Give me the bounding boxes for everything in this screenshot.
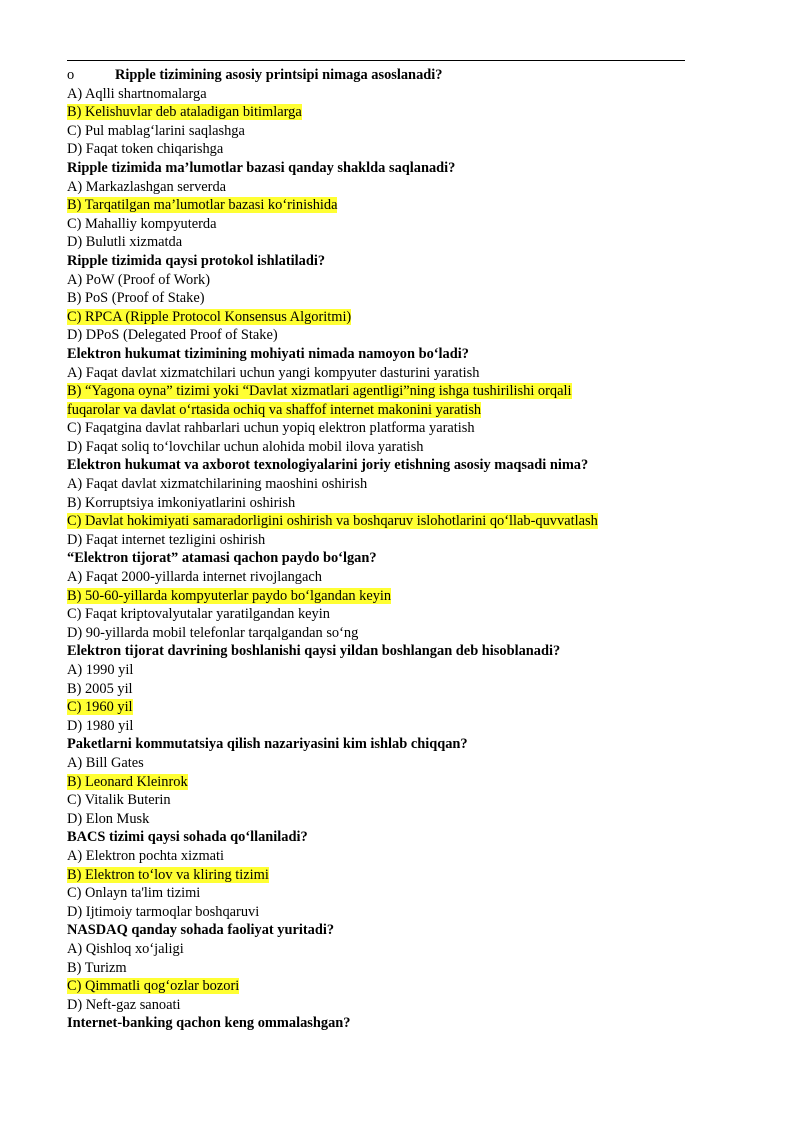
answer-text: A) Aqlli shartnomalarga: [67, 85, 207, 102]
answer-text: B) Korruptsiya imkoniyatlarini oshirish: [67, 494, 296, 511]
correct-answer-text: B) Elektron to‘lov va kliring tizimi: [67, 866, 269, 883]
question-6-option-A: [67, 568, 687, 587]
correct-answer-text: B) Tarqatilgan ma’lumotlar bazasi ko‘rinishida: [67, 197, 338, 214]
answer-text: A) 1990 yil: [67, 662, 134, 678]
question-9: [67, 828, 687, 847]
answer-text: D) Neft-gaz sanoati: [67, 996, 181, 1013]
question-8-option-C: [67, 791, 687, 810]
answer-text: C) Faqatgina davlat rahbarlari uchun yopiq elektron platforma yaratish: [67, 420, 475, 437]
question-8-option-B: [67, 773, 687, 792]
question-1-option-C: [67, 122, 687, 141]
question-text: BACS tizimi qaysi sohada qo‘llaniladi?: [67, 829, 308, 846]
answer-text: D) Ijtimoiy tarmoqlar boshqaruvi: [67, 903, 260, 920]
answer-text: C) Pul mablag‘larini saqlashga: [67, 122, 245, 139]
question-text: NASDAQ qanday sohada faoliyat yuritadi?: [67, 922, 335, 939]
question-3: [67, 252, 687, 271]
answer-text: D) Elon Musk: [67, 810, 150, 827]
question-7-option-D: [67, 717, 687, 736]
question-2-option-A: [67, 178, 687, 197]
answer-text: C) Onlayn ta'lim tizimi: [67, 885, 201, 902]
correct-answer-text: C) Davlat hokimiyati samaradorligini oshirish va boshqaruv islohotlarini qo‘llab-quvvatlash: [67, 513, 598, 530]
question-3-option-A: [67, 271, 687, 290]
answer-text: B) PoS (Proof of Stake): [67, 290, 205, 307]
answer-text: A) Faqat davlat xizmatchilari uchun yangi kompyuter dasturini yaratish: [67, 364, 480, 381]
document-page: [67, 60, 687, 1033]
question-3-option-D: [67, 326, 687, 345]
question-4-option-C: [67, 419, 687, 438]
question-2: [67, 159, 687, 178]
question-1-option-A: [67, 85, 687, 104]
question-9-option-C: [67, 884, 687, 903]
question-5-option-C: [67, 512, 687, 531]
correct-answer-text: fuqarolar va davlat o‘rtasida ochiq va shaffof internet makonini yaratish: [67, 401, 482, 418]
answer-text: C) Vitalik Buterin: [67, 792, 171, 809]
question-7: [67, 642, 687, 661]
answer-text: A) Faqat davlat xizmatchilarining maoshini oshirish: [67, 476, 368, 493]
question-6: [67, 549, 687, 568]
question-1-option-B: [67, 103, 687, 122]
question-9-option-B: [67, 866, 687, 885]
answer-text: A) Qishloq xo‘jaligi: [67, 940, 184, 957]
question-3-option-B: [67, 289, 687, 308]
question-7-option-A: [67, 661, 687, 680]
question-10-option-D: [67, 996, 687, 1015]
question-4-option-A: [67, 364, 687, 383]
question-5: [67, 456, 687, 475]
question-6-option-C: [67, 605, 687, 624]
question-6-option-B: [67, 587, 687, 606]
answer-text: D) 1980 yil: [67, 717, 134, 734]
correct-answer-text: B) Leonard Kleinrok: [67, 773, 188, 790]
question-text: Elektron tijorat davrining boshlanishi qaysi yildan boshlangan deb hisoblanadi?: [67, 643, 561, 660]
question-1: [67, 66, 687, 85]
answer-text: C) Faqat kriptovalyutalar yaratilgandan keyin: [67, 606, 330, 623]
question-8-option-D: [67, 810, 687, 829]
answer-text: A) Faqat 2000-yillarda internet rivojlangach: [67, 569, 322, 586]
answer-text: D) 90-yillarda mobil telefonlar tarqalgandan so‘ng: [67, 624, 359, 641]
quiz-content: [67, 66, 687, 1033]
question-text: Paketlarni kommutatsiya qilish nazariyasini kim ishlab chiqqan?: [67, 736, 468, 753]
question-1-option-D: [67, 140, 687, 159]
question-4-option-B: [67, 401, 687, 420]
answer-text: A) Markazlashgan serverda: [67, 178, 227, 195]
question-text: Ripple tizimida ma’lumotlar bazasi qanday shaklda saqlanadi?: [67, 159, 456, 176]
question-4-option-D: [67, 438, 687, 457]
question-7-option-B: [67, 680, 687, 699]
answer-text: D) DPoS (Delegated Proof of Stake): [67, 327, 278, 344]
top-rule: [67, 60, 685, 61]
answer-text: D) Faqat token chiqarishga: [67, 141, 224, 158]
question-4-option-B: [67, 382, 687, 401]
question-text: Elektron hukumat va axborot texnologiyalarini joriy etishning asosiy maqsadi nima?: [67, 457, 589, 474]
question-6-option-D: [67, 624, 687, 643]
question-4: [67, 345, 687, 364]
question-8-option-A: [67, 754, 687, 773]
question-text: Internet-banking qachon keng ommalashgan?: [67, 1015, 351, 1032]
answer-text: D) Faqat soliq to‘lovchilar uchun alohida mobil ilova yaratish: [67, 438, 424, 455]
correct-answer-text: C) Qimmatli qog‘ozlar bozori: [67, 978, 240, 995]
question-2-option-C: [67, 215, 687, 234]
question-10-option-B: [67, 959, 687, 978]
question-3-option-C: [67, 308, 687, 327]
answer-text: B) 2005 yil: [67, 680, 133, 697]
question-text: Ripple tizimida qaysi protokol ishlatiladi?: [67, 252, 326, 269]
answer-text: D) Bulutli xizmatda: [67, 234, 183, 251]
answer-text: A) Elektron pochta xizmati: [67, 847, 225, 864]
answer-text: D) Faqat internet tezligini oshirish: [67, 531, 266, 548]
question-text: Elektron hukumat tizimining mohiyati nimada namoyon bo‘ladi?: [67, 345, 469, 362]
correct-answer-text: B) “Yagona oyna” tizimi yoki “Davlat xizmatlari agentligi”ning ishga tushirilishi orqali: [67, 383, 572, 400]
question-text: Ripple tizimining asosiy printsipi nimaga asoslanadi?: [115, 67, 443, 83]
correct-answer-text: B) Kelishuvlar deb ataladigan bitimlarga: [67, 104, 302, 121]
bullet-marker: o: [67, 67, 75, 83]
answer-text: A) PoW (Proof of Work): [67, 271, 210, 288]
question-10-option-C: [67, 977, 687, 996]
correct-answer-text: B) 50-60-yillarda kompyuterlar paydo bo‘lgandan keyin: [67, 587, 392, 604]
question-9-option-A: [67, 847, 687, 866]
answer-text: C) Mahalliy kompyuterda: [67, 215, 217, 232]
answer-text: A) Bill Gates: [67, 754, 144, 771]
question-10-option-A: [67, 940, 687, 959]
question-9-option-D: [67, 903, 687, 922]
question-2-option-D: [67, 233, 687, 252]
correct-answer-text: C) 1960 yil: [67, 699, 133, 716]
answer-text: B) Turizm: [67, 959, 127, 976]
question-5-option-B: [67, 494, 687, 513]
correct-answer-text: C) RPCA (Ripple Protocol Konsensus Algoritmi): [67, 308, 352, 325]
question-5-option-D: [67, 531, 687, 550]
question-10: [67, 921, 687, 940]
question-text: “Elektron tijorat” atamasi qachon paydo bo‘lgan?: [67, 550, 377, 567]
question-8: [67, 735, 687, 754]
question-5-option-A: [67, 475, 687, 494]
question-11: [67, 1014, 687, 1033]
question-7-option-C: [67, 698, 687, 717]
question-2-option-B: [67, 196, 687, 215]
